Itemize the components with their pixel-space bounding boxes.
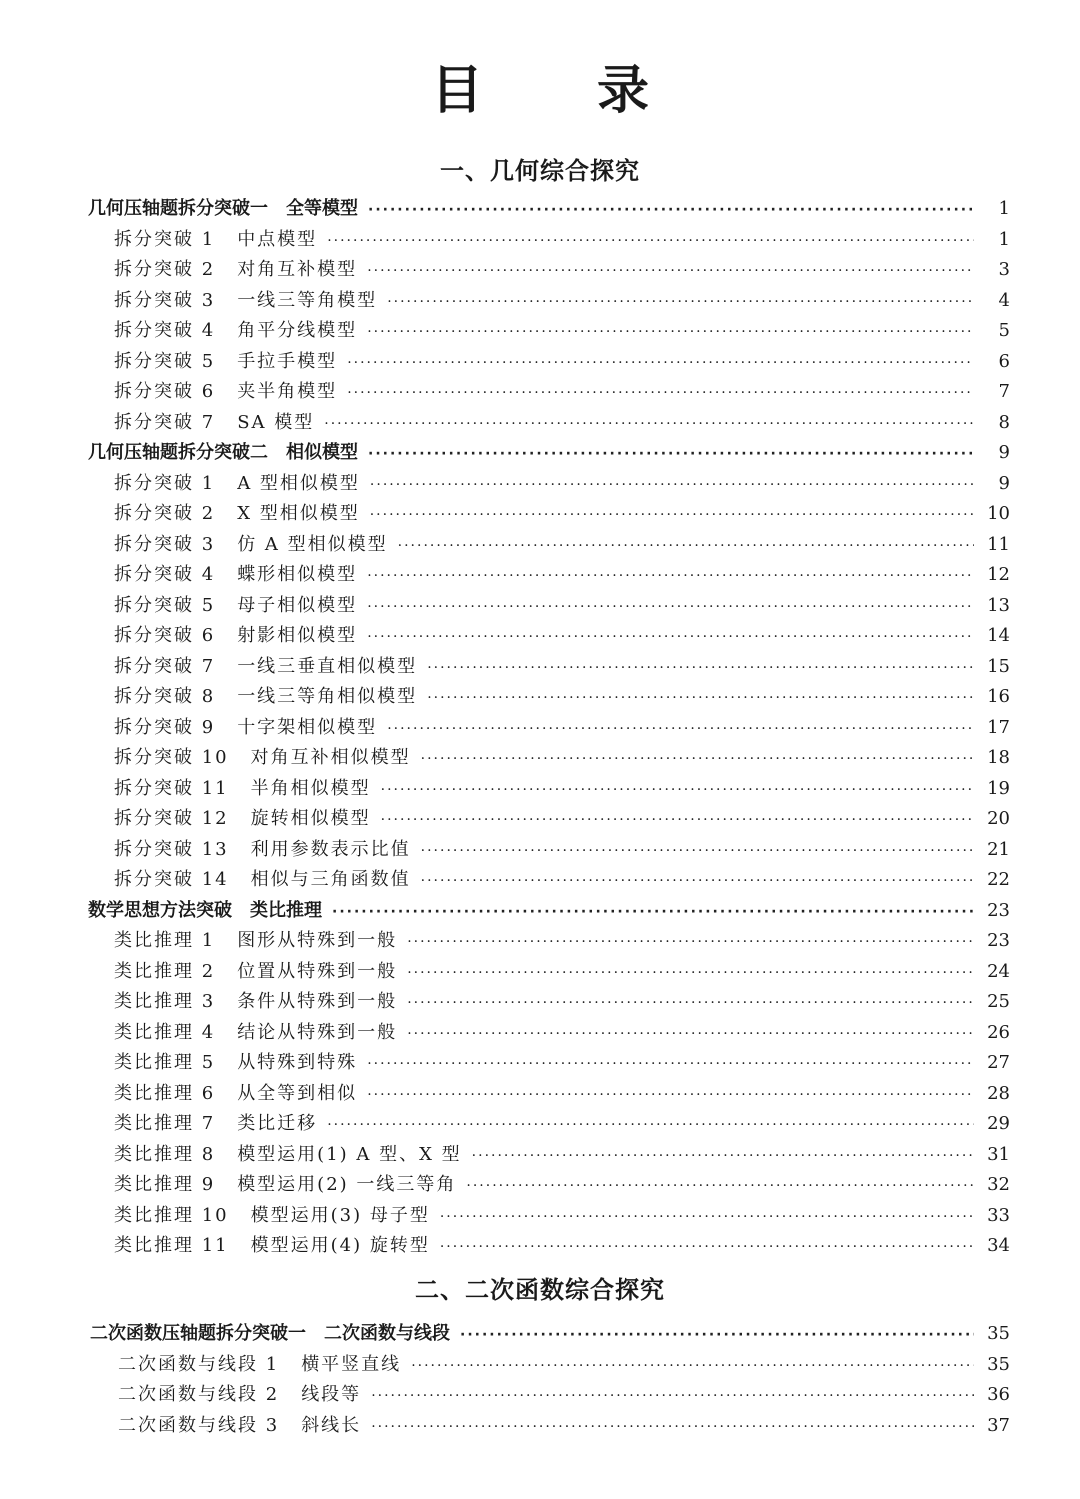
dot-leader [381,775,974,805]
dot-leader [387,287,974,317]
item-label: 类比推理 4 [114,1021,216,1043]
toc-item-entry[interactable] [110,621,1010,651]
item-label: 类比推理 10 [114,1204,229,1226]
item-title: 位置从特殊到一般 [237,960,398,982]
dot-leader [407,988,974,1018]
toc-item-entry[interactable] [110,652,1010,682]
toc-item-entry[interactable] [114,1350,1010,1380]
toc-item-entry[interactable] [110,225,1010,255]
dot-leader [407,927,974,957]
item-label: 类比推理 5 [114,1052,216,1073]
chapter-title: 几何压轴题拆分突破二 相似模型 [88,442,358,463]
page-number: 8 [998,411,1010,433]
toc-item-entry[interactable] [110,377,1010,407]
item-label: 拆分突破 4 [114,320,216,341]
toc-item-entry[interactable] [110,347,1010,377]
toc-item-entry[interactable] [110,926,1010,956]
item-label: 拆分突破 2 [114,503,216,524]
item-title: 利用参数表示比值 [250,838,411,860]
item-title: 从特殊到特殊 [237,1052,358,1073]
section-heading: 一、几何综合探究 [440,157,640,185]
item-title: 对角互补相似模型 [250,747,411,768]
item-title: 角平分线模型 [237,320,358,341]
page-number: 37 [987,1414,1010,1436]
page-number: 19 [987,777,1010,799]
item-title: 图形从特殊到一般 [237,930,398,951]
page-number: 1 [998,228,1010,250]
item-label: 二次函数与线段 3 [118,1414,280,1436]
toc-item-entry[interactable] [110,804,1010,834]
chapter-title: 数学思想方法突破 类比推理 [88,899,322,921]
dot-leader [407,1019,974,1049]
item-label: 类比推理 8 [114,1143,216,1165]
item-title: 斜线长 [301,1414,362,1436]
toc-item-entry[interactable] [110,499,1010,529]
item-label: 拆分突破 5 [114,350,216,372]
toc-item-entry[interactable] [114,1380,1010,1410]
item-title: 仿 A 型相似模型 [237,533,388,555]
dot-leader [440,1202,974,1232]
page-number: 20 [987,808,1010,829]
item-title: 一线三垂直相似模型 [237,655,418,677]
dot-leader [367,1080,974,1110]
item-label: 类比推理 1 [114,930,216,951]
toc-item-entry[interactable] [110,1079,1010,1109]
item-title: 手拉手模型 [237,350,338,372]
toc-item-entry[interactable] [110,1201,1010,1231]
toc-item-entry[interactable] [110,469,1010,499]
page-number: 7 [998,381,1010,402]
item-title: 一线三等角模型 [237,289,378,311]
toc-item-entry[interactable] [110,560,1010,590]
page-number: 31 [987,1143,1010,1165]
toc-item-entry[interactable] [110,316,1010,346]
dot-leader [327,226,974,256]
toc-chapter-entry[interactable] [88,194,1010,224]
chapter-title: 几何压轴题拆分突破一 全等模型 [88,198,358,219]
toc-item-entry[interactable] [110,1109,1010,1139]
page-number: 17 [987,716,1010,738]
item-title: 条件从特殊到一般 [237,991,398,1012]
dot-leader [367,1049,974,1079]
dot-leader [411,1351,974,1381]
dot-leader [368,439,974,469]
page-number: 14 [987,625,1010,646]
page-number: 24 [987,960,1010,982]
toc-item-entry[interactable] [110,774,1010,804]
page-number: 5 [998,320,1010,341]
toc-item-entry[interactable] [110,530,1010,560]
page-number: 3 [998,259,1010,280]
toc-item-entry[interactable] [110,1170,1010,1200]
dot-leader [421,744,974,774]
dot-leader [367,561,974,591]
toc-item-entry[interactable] [110,835,1010,865]
item-title: 一线三等角相似模型 [237,686,418,707]
item-label: 类比推理 7 [114,1113,216,1134]
item-label: 拆分突破 1 [114,472,216,494]
dot-leader [367,592,974,622]
dot-leader [367,317,974,347]
item-label: 拆分突破 6 [114,381,216,402]
item-title: 相似与三角函数值 [250,869,411,890]
item-label: 二次函数与线段 1 [118,1353,280,1375]
toc-item-entry[interactable] [114,1411,1010,1441]
dot-leader [407,958,974,988]
toc-chapter-entry[interactable] [88,896,1010,926]
dot-leader [371,1412,974,1442]
item-title: 对角互补模型 [237,259,358,280]
item-title: 中点模型 [237,228,318,250]
item-title: 从全等到相似 [237,1082,358,1104]
toc-item-entry[interactable] [110,1140,1010,1170]
item-title: 线段等 [301,1384,362,1405]
page-number: 23 [987,930,1010,951]
item-label: 拆分突破 14 [114,869,229,890]
item-label: 类比推理 6 [114,1082,216,1104]
toc-item-entry[interactable] [110,1231,1010,1261]
item-label: 类比推理 3 [114,991,216,1012]
toc-item-entry[interactable] [110,713,1010,743]
toc-item-entry[interactable] [110,408,1010,438]
dot-leader [440,1232,974,1262]
toc-chapter-entry[interactable] [90,1319,1010,1349]
page-number: 25 [987,991,1010,1012]
page-number: 28 [987,1082,1010,1104]
item-label: 拆分突破 10 [114,747,229,768]
item-title: 横平竖直线 [301,1353,402,1375]
dot-leader [381,805,974,835]
page-number: 35 [987,1323,1010,1344]
page-number: 4 [998,289,1010,311]
page-number: 27 [987,1052,1010,1073]
page-number: 12 [987,564,1010,585]
item-title: 旋转相似模型 [250,808,371,829]
toc-item-entry[interactable] [110,865,1010,895]
page-number: 23 [987,899,1010,921]
dot-leader [347,378,974,408]
item-label: 拆分突破 12 [114,808,229,829]
item-label: 拆分突破 3 [114,289,216,311]
page-number: 11 [987,533,1010,555]
page-number: 32 [987,1174,1010,1195]
item-title: 母子相似模型 [237,594,358,616]
dot-leader [332,897,974,927]
dot-leader [421,836,974,866]
dot-leader [367,256,974,286]
item-label: 拆分突破 9 [114,716,216,738]
page-number: 22 [987,869,1010,890]
page-number: 29 [987,1113,1010,1134]
page-number: 21 [987,838,1010,860]
item-label: 拆分突破 7 [114,655,216,677]
dot-leader [370,470,974,500]
item-title: 类比迁移 [237,1113,318,1134]
dot-leader [324,409,974,439]
toc-item-entry[interactable] [110,1048,1010,1078]
page-number: 13 [987,594,1010,616]
page-number: 33 [987,1204,1010,1226]
toc-item-entry[interactable] [110,682,1010,712]
item-title: 模型运用(3) 母子型 [250,1204,430,1226]
section-heading: 二、二次函数综合探究 [415,1276,665,1304]
item-label: 拆分突破 4 [114,564,216,585]
item-title: 模型运用(4) 旋转型 [250,1235,430,1256]
dot-leader [466,1171,974,1201]
item-title: 夹半角模型 [237,381,338,402]
page-number: 26 [987,1021,1010,1043]
item-label: 拆分突破 5 [114,594,216,616]
toc-chapter-entry[interactable] [88,438,1010,468]
dot-leader [370,500,974,530]
page-number: 35 [987,1353,1010,1375]
item-title: 模型运用(2) 一线三等角 [237,1174,457,1195]
page-number: 18 [987,747,1010,768]
item-label: 二次函数与线段 2 [118,1384,280,1405]
item-label: 拆分突破 1 [114,228,216,250]
item-label: 拆分突破 13 [114,838,229,860]
item-title: 模型运用(1) A 型、X 型 [237,1143,462,1165]
dot-leader [460,1320,974,1350]
page-number: 9 [998,442,1010,463]
item-label: 拆分突破 3 [114,533,216,555]
page-number: 16 [987,686,1010,707]
item-label: 拆分突破 7 [114,411,216,433]
item-label: 类比推理 2 [114,960,216,982]
dot-leader [421,866,974,896]
page-number: 6 [998,350,1010,372]
dot-leader [472,1141,974,1171]
dot-leader [368,195,974,225]
toc-item-entry[interactable] [110,591,1010,621]
item-title: SA 模型 [237,411,315,433]
page-number: 34 [987,1235,1010,1256]
item-label: 拆分突破 11 [114,777,229,799]
page-number: 36 [987,1384,1010,1405]
dot-leader [427,653,974,683]
page-number: 1 [998,198,1010,219]
toc-item-entry[interactable] [110,1018,1010,1048]
dot-leader [427,683,974,713]
item-label: 类比推理 11 [114,1235,229,1256]
item-title: 十字架相似模型 [237,716,378,738]
toc-item-entry[interactable] [110,743,1010,773]
item-label: 类比推理 9 [114,1174,216,1195]
page-number: 9 [998,472,1010,494]
item-title: X 型相似模型 [237,503,360,524]
item-title: 半角相似模型 [250,777,371,799]
toc-item-entry[interactable] [110,957,1010,987]
dot-leader [347,348,974,378]
item-title: 结论从特殊到一般 [237,1021,398,1043]
dot-leader [371,1381,974,1411]
item-title: 蝶形相似模型 [237,564,358,585]
toc-item-entry[interactable] [110,255,1010,285]
page-number: 10 [987,503,1010,524]
toc-item-entry[interactable] [110,987,1010,1017]
dot-leader [398,531,974,561]
item-title: 射影相似模型 [237,625,358,646]
item-label: 拆分突破 6 [114,625,216,646]
page-number: 15 [987,655,1010,677]
dot-leader [327,1110,974,1140]
page-title: 目 录 [430,61,698,121]
dot-leader [387,714,974,744]
toc-item-entry[interactable] [110,286,1010,316]
item-label: 拆分突破 8 [114,686,216,707]
item-title: A 型相似模型 [237,472,360,494]
dot-leader [367,622,974,652]
chapter-title: 二次函数压轴题拆分突破一 二次函数与线段 [90,1323,450,1344]
item-label: 拆分突破 2 [114,259,216,280]
